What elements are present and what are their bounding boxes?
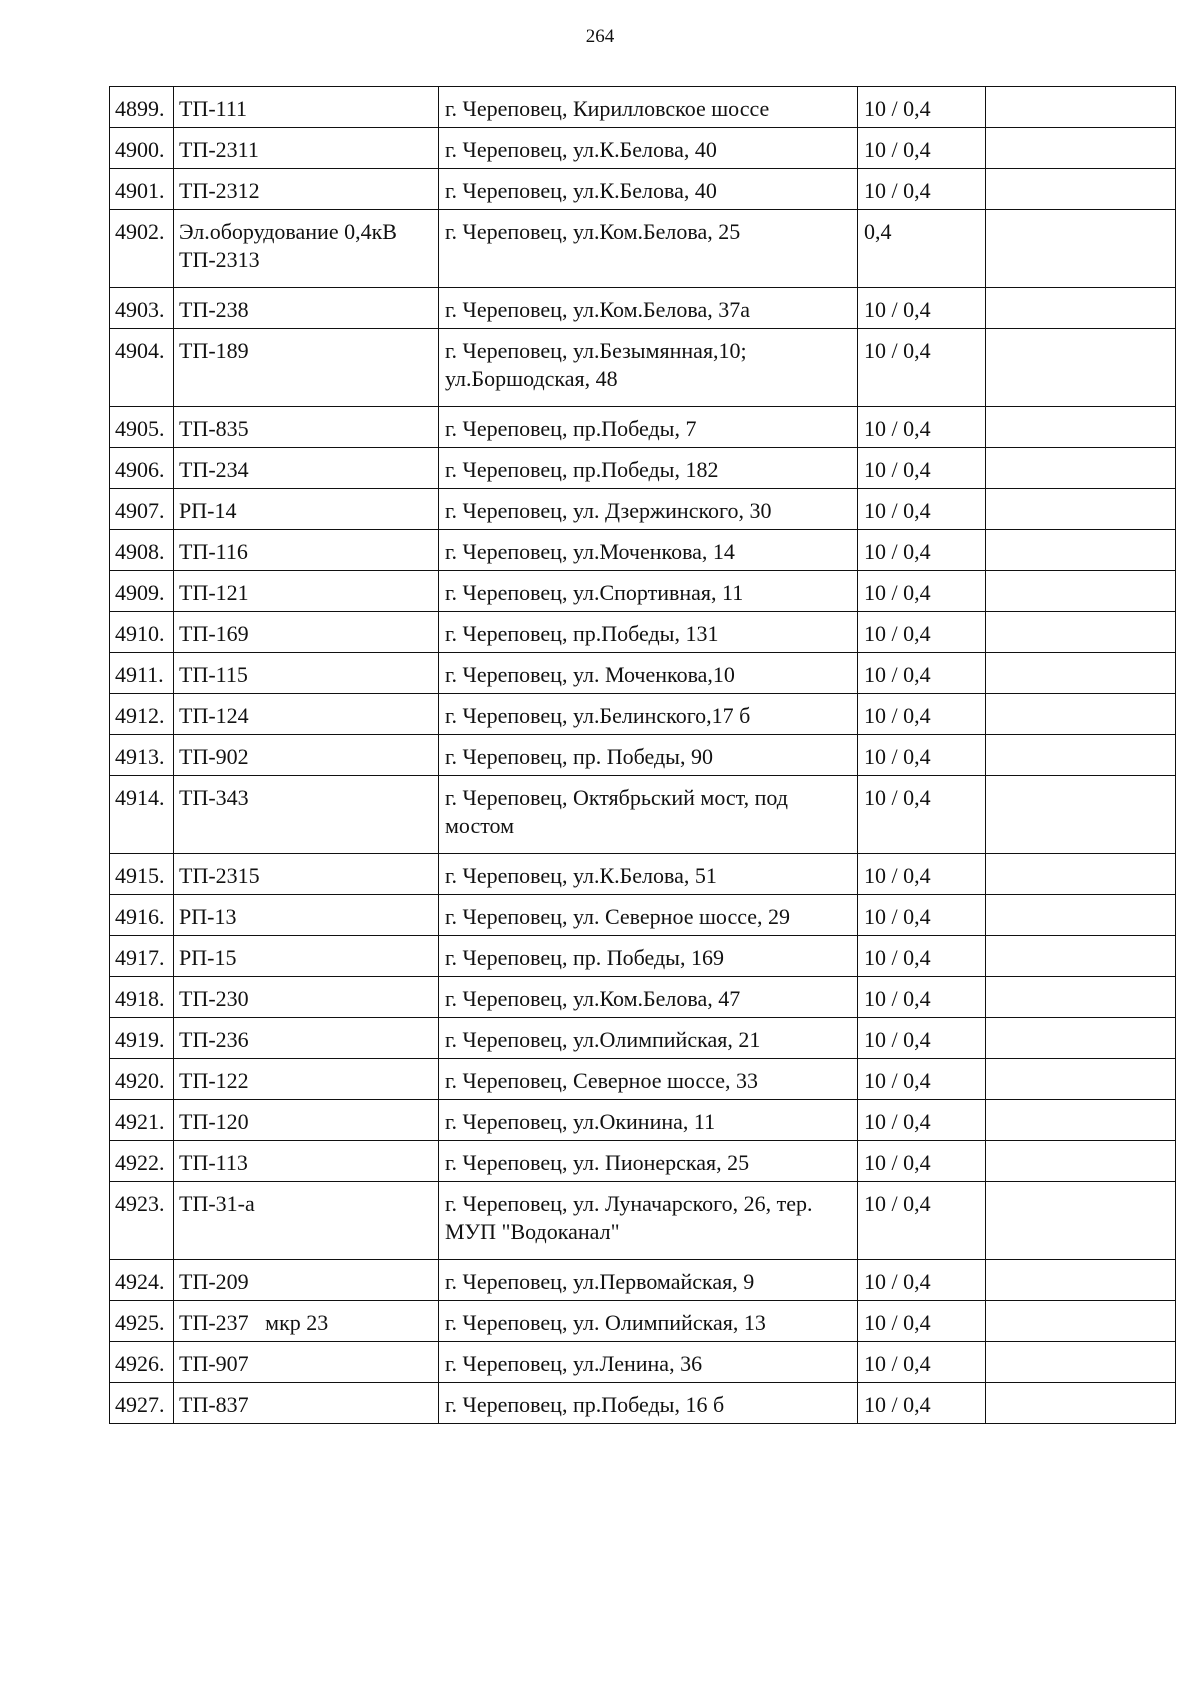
address-text: г. Череповец, пр.Победы, 7	[445, 416, 697, 441]
address-text: г. Череповец, ул.К.Белова, 40	[445, 137, 717, 162]
row-number-text: 4909.	[115, 580, 165, 605]
address-text: г. Череповец, Октябрьский мост, под мостом	[445, 785, 794, 838]
object-name-text: РП-13	[179, 904, 237, 929]
voltage-cell	[858, 1100, 986, 1141]
row-number-cell	[110, 571, 174, 612]
address-cell	[439, 329, 858, 407]
note-cell	[986, 776, 1176, 854]
address-cell	[439, 1018, 858, 1059]
voltage-text: 10 / 0,4	[864, 1191, 931, 1216]
object-name-cell	[174, 128, 439, 169]
object-name-cell	[174, 936, 439, 977]
row-number-text: 4917.	[115, 945, 165, 970]
row-number-text: 4916.	[115, 904, 165, 929]
address-cell	[439, 895, 858, 936]
voltage-text: 10 / 0,4	[864, 1109, 931, 1134]
row-number-cell	[110, 1059, 174, 1100]
object-name-text: ТП-120	[179, 1109, 249, 1134]
address-text: г. Череповец, ул.Окинина, 11	[445, 1109, 716, 1134]
row-number-cell	[110, 87, 174, 128]
voltage-cell	[858, 407, 986, 448]
address-cell	[439, 694, 858, 735]
row-number-cell	[110, 530, 174, 571]
row-number-cell	[110, 1100, 174, 1141]
voltage-cell	[858, 1383, 986, 1424]
row-number-cell	[110, 653, 174, 694]
address-cell	[439, 1182, 858, 1260]
address-cell	[439, 776, 858, 854]
row-number-text: 4905.	[115, 416, 165, 441]
voltage-cell	[858, 571, 986, 612]
address-text: г. Череповец, Кирилловское шоссе	[445, 96, 770, 121]
note-cell	[986, 854, 1176, 895]
table-row	[110, 1301, 1176, 1342]
row-number-cell	[110, 1342, 174, 1383]
row-number-cell	[110, 1260, 174, 1301]
object-name-cell	[174, 407, 439, 448]
object-name-text: ТП-902	[179, 744, 249, 769]
object-name-cell	[174, 210, 439, 288]
object-name-text: ТП-113	[179, 1150, 248, 1175]
object-name-text: ТП-209	[179, 1269, 249, 1294]
voltage-text: 10 / 0,4	[864, 137, 931, 162]
table-row	[110, 329, 1176, 407]
row-number-cell	[110, 1018, 174, 1059]
row-number-text: 4920.	[115, 1068, 165, 1093]
row-number-text: 4907.	[115, 498, 165, 523]
voltage-text: 10 / 0,4	[864, 580, 931, 605]
object-name-text: ТП-115	[179, 662, 248, 687]
row-number-text: 4914.	[115, 785, 165, 810]
object-name-cell	[174, 169, 439, 210]
voltage-cell	[858, 1141, 986, 1182]
object-name-text: ТП-169	[179, 621, 249, 646]
note-cell	[986, 1059, 1176, 1100]
object-name-cell	[174, 489, 439, 530]
voltage-text: 10 / 0,4	[864, 1269, 931, 1294]
note-cell	[986, 489, 1176, 530]
address-text: г. Череповец, пр.Победы, 182	[445, 457, 719, 482]
objects-table-body	[110, 87, 1176, 1424]
row-number-cell	[110, 1301, 174, 1342]
voltage-cell	[858, 612, 986, 653]
object-name-cell	[174, 87, 439, 128]
address-text: г. Череповец, ул.Спортивная, 11	[445, 580, 744, 605]
table-row	[110, 210, 1176, 288]
note-cell	[986, 653, 1176, 694]
row-number-text: 4904.	[115, 338, 165, 363]
voltage-cell	[858, 977, 986, 1018]
object-name-cell	[174, 1383, 439, 1424]
table-row	[110, 407, 1176, 448]
address-cell	[439, 169, 858, 210]
voltage-text: 10 / 0,4	[864, 863, 931, 888]
note-cell	[986, 128, 1176, 169]
row-number-text: 4910.	[115, 621, 165, 646]
note-cell	[986, 735, 1176, 776]
row-number-text: 4923.	[115, 1191, 165, 1216]
row-number-text: 4902.	[115, 219, 165, 244]
address-text: г. Череповец, ул.Первомайская, 9	[445, 1269, 755, 1294]
address-cell	[439, 530, 858, 571]
voltage-text: 10 / 0,4	[864, 662, 931, 687]
row-number-text: 4924.	[115, 1269, 165, 1294]
table-row	[110, 977, 1176, 1018]
note-cell	[986, 407, 1176, 448]
voltage-text: 10 / 0,4	[864, 1068, 931, 1093]
row-number-text: 4922.	[115, 1150, 165, 1175]
row-number-cell	[110, 210, 174, 288]
voltage-text: 10 / 0,4	[864, 1150, 931, 1175]
object-name-cell	[174, 735, 439, 776]
voltage-text: 10 / 0,4	[864, 457, 931, 482]
address-text: г. Череповец, ул. Олимпийская, 13	[445, 1310, 766, 1335]
row-number-text: 4925.	[115, 1310, 165, 1335]
voltage-text: 10 / 0,4	[864, 96, 931, 121]
address-text: г. Череповец, ул. Моченкова,10	[445, 662, 735, 687]
address-cell	[439, 210, 858, 288]
row-number-text: 4915.	[115, 863, 165, 888]
note-cell	[986, 329, 1176, 407]
object-name-text: ТП-122	[179, 1068, 249, 1093]
address-text: г. Череповец, ул.Ком.Белова, 25	[445, 219, 741, 244]
voltage-cell	[858, 448, 986, 489]
address-text: г. Череповец, ул.Ком.Белова, 37а	[445, 297, 751, 322]
address-cell	[439, 407, 858, 448]
voltage-text: 10 / 0,4	[864, 1392, 931, 1417]
voltage-cell	[858, 87, 986, 128]
address-cell	[439, 1301, 858, 1342]
object-name-text: ТП-837	[179, 1392, 249, 1417]
voltage-text: 10 / 0,4	[864, 621, 931, 646]
row-number-text: 4927.	[115, 1392, 165, 1417]
object-name-cell	[174, 1059, 439, 1100]
table-row	[110, 1018, 1176, 1059]
table-row	[110, 653, 1176, 694]
object-name-text: ТП-236	[179, 1027, 249, 1052]
address-text: г. Череповец, ул.К.Белова, 51	[445, 863, 717, 888]
note-cell	[986, 977, 1176, 1018]
object-name-text: ТП-31-а	[179, 1191, 255, 1216]
voltage-cell	[858, 1260, 986, 1301]
voltage-cell	[858, 1059, 986, 1100]
note-cell	[986, 1018, 1176, 1059]
address-text: г. Череповец, ул.Моченкова, 14	[445, 539, 735, 564]
address-cell	[439, 735, 858, 776]
voltage-text: 10 / 0,4	[864, 744, 931, 769]
row-number-cell	[110, 169, 174, 210]
address-text: г. Череповец, ул.Ленина, 36	[445, 1351, 703, 1376]
address-cell	[439, 1383, 858, 1424]
row-number-text: 4913.	[115, 744, 165, 769]
row-number-cell	[110, 854, 174, 895]
address-text: г. Череповец, ул.Безымянная,10; ул.Боршодская, 48	[445, 338, 753, 391]
table-row	[110, 612, 1176, 653]
row-number-text: 4926.	[115, 1351, 165, 1376]
table-row	[110, 1141, 1176, 1182]
voltage-text: 10 / 0,4	[864, 904, 931, 929]
note-cell	[986, 1383, 1176, 1424]
row-number-cell	[110, 1383, 174, 1424]
object-name-text: ТП-2311	[179, 137, 259, 162]
voltage-text: 10 / 0,4	[864, 945, 931, 970]
voltage-cell	[858, 936, 986, 977]
table-row	[110, 448, 1176, 489]
voltage-cell	[858, 1018, 986, 1059]
address-cell	[439, 1141, 858, 1182]
address-cell	[439, 612, 858, 653]
voltage-cell	[858, 210, 986, 288]
row-number-cell	[110, 977, 174, 1018]
voltage-cell	[858, 653, 986, 694]
row-number-cell	[110, 448, 174, 489]
object-name-text: ТП-2315	[179, 863, 260, 888]
note-cell	[986, 1100, 1176, 1141]
row-number-text: 4903.	[115, 297, 165, 322]
row-number-cell	[110, 288, 174, 329]
row-number-text: 4911.	[115, 662, 164, 687]
note-cell	[986, 448, 1176, 489]
object-name-cell	[174, 977, 439, 1018]
address-text: г. Череповец, ул.К.Белова, 40	[445, 178, 717, 203]
object-name-cell	[174, 1018, 439, 1059]
address-text: г. Череповец, Северное шоссе, 33	[445, 1068, 759, 1093]
voltage-text: 10 / 0,4	[864, 416, 931, 441]
note-cell	[986, 87, 1176, 128]
object-name-text: РП-14	[179, 498, 237, 523]
row-number-cell	[110, 489, 174, 530]
address-cell	[439, 653, 858, 694]
table-row	[110, 87, 1176, 128]
object-name-cell	[174, 329, 439, 407]
table-row	[110, 854, 1176, 895]
object-name-cell	[174, 1182, 439, 1260]
object-name-text: ТП-124	[179, 703, 249, 728]
address-text: г. Череповец, ул. Дзержинского, 30	[445, 498, 772, 523]
row-number-cell	[110, 735, 174, 776]
note-cell	[986, 694, 1176, 735]
row-number-text: 4912.	[115, 703, 165, 728]
voltage-text: 0,4	[864, 219, 892, 244]
object-name-cell	[174, 653, 439, 694]
object-name-cell	[174, 288, 439, 329]
note-cell	[986, 169, 1176, 210]
voltage-text: 10 / 0,4	[864, 703, 931, 728]
voltage-text: 10 / 0,4	[864, 1310, 931, 1335]
object-name-text: РП-15	[179, 945, 237, 970]
voltage-cell	[858, 776, 986, 854]
voltage-cell	[858, 1342, 986, 1383]
voltage-text: 10 / 0,4	[864, 1351, 931, 1376]
note-cell	[986, 530, 1176, 571]
object-name-text: ТП-238	[179, 297, 249, 322]
row-number-text: 4899.	[115, 96, 165, 121]
table-row	[110, 1182, 1176, 1260]
address-text: г. Череповец, ул.Олимпийская, 21	[445, 1027, 761, 1052]
row-number-text: 4908.	[115, 539, 165, 564]
voltage-cell	[858, 128, 986, 169]
voltage-text: 10 / 0,4	[864, 297, 931, 322]
object-name-text: ТП-2312	[179, 178, 260, 203]
table-row	[110, 128, 1176, 169]
note-cell	[986, 571, 1176, 612]
table-row	[110, 169, 1176, 210]
voltage-text: 10 / 0,4	[864, 986, 931, 1011]
note-cell	[986, 936, 1176, 977]
note-cell	[986, 288, 1176, 329]
address-cell	[439, 854, 858, 895]
voltage-cell	[858, 1182, 986, 1260]
table-row	[110, 1342, 1176, 1383]
note-cell	[986, 1342, 1176, 1383]
row-number-cell	[110, 895, 174, 936]
row-number-text: 4901.	[115, 178, 165, 203]
object-name-text: ТП-116	[179, 539, 248, 564]
address-text: г. Череповец, ул. Луначарского, 26, тер. МУП "Водоканал"	[445, 1191, 819, 1244]
object-name-cell	[174, 694, 439, 735]
table-row	[110, 735, 1176, 776]
table-row	[110, 936, 1176, 977]
voltage-text: 10 / 0,4	[864, 498, 931, 523]
object-name-cell	[174, 854, 439, 895]
object-name-cell	[174, 448, 439, 489]
address-text: г. Череповец, пр.Победы, 131	[445, 621, 719, 646]
table-row	[110, 1100, 1176, 1141]
address-cell	[439, 448, 858, 489]
object-name-cell	[174, 571, 439, 612]
voltage-cell	[858, 329, 986, 407]
object-name-text: ТП-111	[179, 96, 248, 121]
row-number-text: 4919.	[115, 1027, 165, 1052]
table-row	[110, 1383, 1176, 1424]
row-number-cell	[110, 329, 174, 407]
object-name-text: ТП-234	[179, 457, 249, 482]
page-number: 264	[585, 26, 615, 47]
table-row	[110, 571, 1176, 612]
objects-table	[109, 86, 1176, 1424]
address-cell	[439, 1100, 858, 1141]
note-cell	[986, 1260, 1176, 1301]
table-row	[110, 895, 1176, 936]
voltage-text: 10 / 0,4	[864, 539, 931, 564]
object-name-cell	[174, 612, 439, 653]
row-number-text: 4900.	[115, 137, 165, 162]
voltage-cell	[858, 854, 986, 895]
voltage-cell	[858, 169, 986, 210]
object-name-text: Эл.оборудование 0,4кВ ТП-2313	[179, 219, 403, 272]
address-cell	[439, 936, 858, 977]
object-name-cell	[174, 530, 439, 571]
address-cell	[439, 288, 858, 329]
voltage-cell	[858, 895, 986, 936]
table-row	[110, 694, 1176, 735]
object-name-cell	[174, 776, 439, 854]
address-cell	[439, 87, 858, 128]
voltage-text: 10 / 0,4	[864, 338, 931, 363]
row-number-cell	[110, 776, 174, 854]
address-text: г. Череповец, пр. Победы, 169	[445, 945, 724, 970]
address-cell	[439, 128, 858, 169]
object-name-cell	[174, 895, 439, 936]
object-name-cell	[174, 1301, 439, 1342]
note-cell	[986, 1301, 1176, 1342]
object-name-cell	[174, 1342, 439, 1383]
row-number-cell	[110, 1182, 174, 1260]
object-name-text: ТП-343	[179, 785, 249, 810]
object-name-cell	[174, 1141, 439, 1182]
row-number-text: 4921.	[115, 1109, 165, 1134]
object-name-cell	[174, 1260, 439, 1301]
voltage-text: 10 / 0,4	[864, 1027, 931, 1052]
note-cell	[986, 1141, 1176, 1182]
row-number-cell	[110, 936, 174, 977]
address-text: г. Череповец, пр.Победы, 16 б	[445, 1392, 725, 1417]
object-name-text: ТП-835	[179, 416, 249, 441]
object-name-text: ТП-907	[179, 1351, 249, 1376]
address-text: г. Череповец, ул.Ком.Белова, 47	[445, 986, 741, 1011]
voltage-text: 10 / 0,4	[864, 785, 931, 810]
row-number-cell	[110, 1141, 174, 1182]
object-name-text: ТП-121	[179, 580, 249, 605]
voltage-cell	[858, 530, 986, 571]
note-cell	[986, 895, 1176, 936]
voltage-cell	[858, 1301, 986, 1342]
address-cell	[439, 977, 858, 1018]
object-name-text: ТП-189	[179, 338, 249, 363]
row-number-cell	[110, 128, 174, 169]
address-text: г. Череповец, пр. Победы, 90	[445, 744, 713, 769]
object-name-cell	[174, 1100, 439, 1141]
note-cell	[986, 1182, 1176, 1260]
voltage-text: 10 / 0,4	[864, 178, 931, 203]
table-row	[110, 776, 1176, 854]
address-cell	[439, 1342, 858, 1383]
address-cell	[439, 571, 858, 612]
voltage-cell	[858, 288, 986, 329]
address-text: г. Череповец, ул.Белинского,17 б	[445, 703, 751, 728]
row-number-text: 4906.	[115, 457, 165, 482]
object-name-text: ТП-230	[179, 986, 249, 1011]
address-text: г. Череповец, ул. Пионерская, 25	[445, 1150, 750, 1175]
table-row	[110, 1260, 1176, 1301]
table-row	[110, 288, 1176, 329]
address-cell	[439, 489, 858, 530]
note-cell	[986, 612, 1176, 653]
note-cell	[986, 210, 1176, 288]
address-cell	[439, 1260, 858, 1301]
address-text: г. Череповец, ул. Северное шоссе, 29	[445, 904, 791, 929]
voltage-cell	[858, 735, 986, 776]
object-name-text: ТП-237 мкр 23	[179, 1310, 329, 1335]
voltage-cell	[858, 489, 986, 530]
table-row	[110, 1059, 1176, 1100]
table-row	[110, 489, 1176, 530]
row-number-text: 4918.	[115, 986, 165, 1011]
voltage-cell	[858, 694, 986, 735]
row-number-cell	[110, 694, 174, 735]
row-number-cell	[110, 407, 174, 448]
row-number-cell	[110, 612, 174, 653]
table-row	[110, 530, 1176, 571]
address-cell	[439, 1059, 858, 1100]
